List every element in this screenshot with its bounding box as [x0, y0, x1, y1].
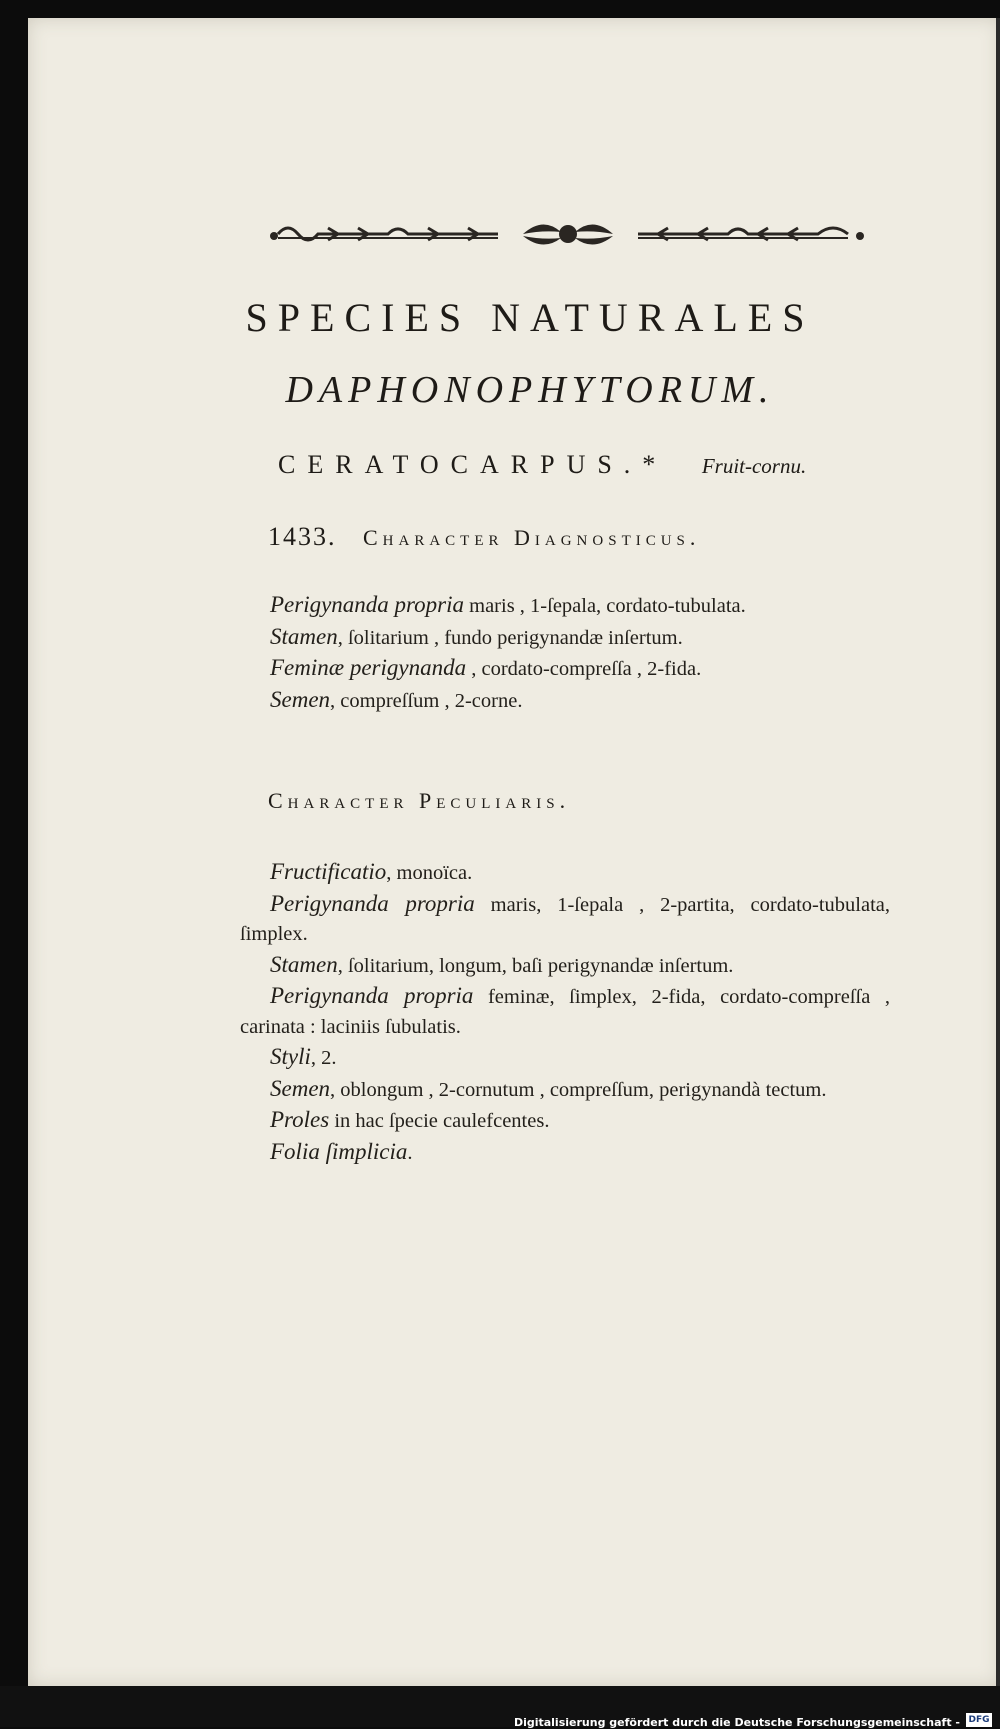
description: , monoïca. [386, 862, 473, 884]
term: Perigynanda propria [270, 890, 475, 916]
paragraph [240, 1137, 890, 1169]
paragraph [240, 1042, 890, 1074]
term: Feminæ perigynanda [270, 655, 467, 680]
description: feminæ, ſimplex, 2-fida, cordato-compreſſa , carinata : laciniis ſubulatis. [240, 986, 890, 1038]
description: , cordato-compreſſa , 2-fida. [466, 658, 702, 680]
paragraph [240, 590, 890, 622]
term: Proles [270, 1107, 330, 1132]
description: , 2. [310, 1047, 337, 1069]
paragraph [240, 1074, 890, 1106]
paragraph [240, 981, 890, 1042]
section-heading-peculiaris: Character Peculiaris. [268, 788, 571, 813]
term: Stamen [270, 951, 338, 977]
paragraph [240, 622, 890, 654]
peculiaris-text [240, 857, 890, 1168]
paragraph [240, 857, 890, 889]
paragraph [240, 889, 890, 950]
page-title: SPECIES NATURALES [245, 295, 815, 340]
diagnosticus-text [240, 590, 890, 716]
section-title: Character Diagnosticus. [363, 525, 701, 550]
paragraph [240, 1105, 890, 1137]
decorative-ornament-band [268, 214, 868, 254]
genus-name: CERATOCARPUS.* [278, 450, 668, 479]
paragraph [240, 950, 890, 982]
section-heading-diagnosticus [268, 522, 700, 552]
paragraph [240, 685, 890, 717]
genus-common-name: Fruit-cornu. [701, 454, 807, 478]
section-number: 1433. [268, 522, 337, 551]
term: Perigynanda propria [270, 592, 464, 617]
description: maris , 1-ſepala, cordato-tubulata. [464, 595, 746, 617]
description: in hac ſpecie caulefcentes. [329, 1110, 550, 1132]
term: Fructificatio [270, 859, 387, 884]
description: , ſolitarium, longum, baſi perigynandæ inſertum. [337, 954, 734, 977]
term: Perigynanda propria [270, 983, 474, 1008]
scanned-page [28, 18, 1000, 1686]
term: Stamen [270, 623, 338, 649]
page-edge [996, 18, 1000, 1686]
description: , ſolitarium , fundo perigynandæ inſertum. [337, 626, 683, 649]
genus-heading [278, 450, 806, 480]
dfg-logo: DFG [966, 1713, 992, 1727]
description: , oblongum , 2-cornutum , compreſſum, perigynandà tectum. [330, 1078, 827, 1101]
page-subtitle: DAPHONOPHYTORUM. [285, 369, 775, 411]
description: maris, 1-ſepala , 2-partita, cordato-tubulata, ſimplex. [240, 893, 891, 945]
paragraph [240, 653, 890, 685]
term: Semen [270, 686, 331, 712]
description: . [407, 1141, 413, 1164]
term: Semen [270, 1075, 331, 1101]
term: Styli [270, 1044, 311, 1069]
term: Folia ſimplicia [270, 1138, 408, 1164]
description: , compreſſum , 2-corne. [330, 689, 523, 712]
digitization-credit: Digitalisierung gefördert durch die Deutsche Forschungsgemeinschaft - [513, 1716, 960, 1729]
